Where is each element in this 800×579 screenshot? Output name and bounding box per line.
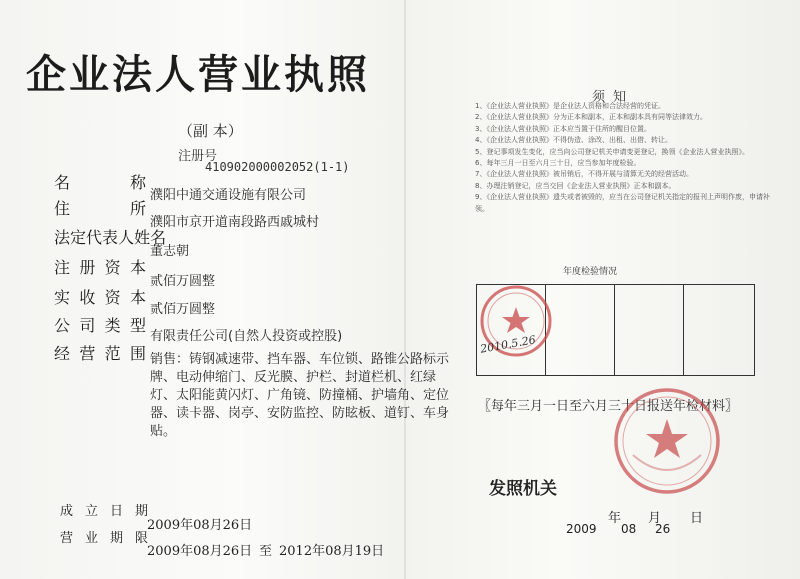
value-legal-rep: 董志朝 — [150, 244, 190, 259]
value-business-scope: 销售：铸钢减速带、挡车器、车位锁、路锥公路标示牌、电动伸缩门、反光膜、护栏、封道栏机、红绿灯、太阳能黄闪灯、广角镜、防撞桶、护墙角、定位器、读卡器、岗亭、安防监控、防眩板、道钉、车身贴。 — [150, 352, 450, 439]
label-char: 期 — [109, 531, 123, 546]
label-char: 公 — [54, 316, 71, 335]
label-char: 人 — [118, 228, 135, 247]
label-char: 期 — [134, 504, 148, 519]
notice-item: 1、《企业法人营业执照》是企业法人资格和合法经营的凭证。 — [475, 102, 665, 110]
day-label: 日 — [690, 511, 704, 526]
value-paid-capital: 贰佰万圆整 — [150, 302, 216, 317]
label-char: 册 — [79, 258, 96, 277]
label-char: 名 — [54, 173, 71, 192]
label-char: 日 — [109, 504, 123, 519]
label-char: 司 — [79, 316, 96, 335]
issuer-seal-icon — [611, 385, 723, 497]
label-char: 类 — [104, 316, 121, 335]
value-registered-capital: 贰佰万圆整 — [150, 274, 216, 289]
label-char: 资 — [104, 288, 121, 307]
label-registered-capital — [54, 255, 146, 278]
value-term-from: 2009年08月26日 — [147, 544, 253, 559]
value-name: 濮阳中通交通设施有限公司 — [150, 188, 307, 203]
inspection-title: 年度检验情况 — [563, 267, 618, 277]
label-char: 营 — [60, 531, 74, 546]
term-to-label: 至 — [259, 544, 273, 559]
label-char: 注 — [54, 258, 71, 277]
label-char: 经 — [54, 344, 71, 363]
label-char: 称 — [129, 173, 146, 192]
notice-item: 8、办理注销登记，应当交回《企业法人营业执照》正本和副本。 — [475, 181, 676, 190]
label-char: 住 — [54, 199, 71, 218]
label-address — [54, 196, 146, 219]
label-char: 姓 — [134, 228, 151, 247]
notice-title: 须知 — [592, 90, 635, 105]
month-label: 月 — [648, 511, 662, 526]
label-paid-capital — [54, 285, 146, 308]
copy-label: （副 本） — [178, 122, 243, 140]
label-char: 范 — [104, 344, 121, 363]
label-legal-rep — [54, 225, 167, 248]
label-char: 定 — [70, 228, 87, 247]
label-char: 实 — [54, 288, 71, 307]
label-company-type — [54, 313, 146, 336]
label-char: 表 — [102, 228, 119, 247]
value-address: 濮阳市京开道南段路西戚城村 — [150, 215, 320, 230]
grid-divider — [614, 285, 615, 375]
fold-line — [404, 0, 406, 579]
label-char: 成 — [60, 504, 74, 519]
issue-year: 2009 — [566, 522, 597, 536]
label-char: 营 — [79, 344, 96, 363]
value-company-type: 有限责任公司(自然人投资或控股) — [150, 329, 343, 344]
notice-list — [475, 101, 775, 215]
label-name — [54, 170, 146, 193]
label-char: 本 — [129, 258, 146, 277]
label-established — [60, 500, 148, 519]
notice-item: 2、《企业法人营业执照》分为正本和副本，正本和副本具有同等法律效力。 — [475, 113, 707, 122]
label-char: 收 — [79, 288, 96, 307]
label-char: 本 — [129, 288, 146, 307]
label-char: 名 — [150, 228, 167, 247]
notice-item: 9、《企业法人营业执照》遗失或者被毁的，应当在公司登记机关指定的报刊上声明作废，申请补领。 — [475, 193, 770, 213]
label-char: 所 — [129, 199, 146, 218]
label-char: 围 — [129, 344, 146, 363]
label-char: 业 — [84, 531, 98, 546]
license-title: 企业法人营业执照 — [26, 52, 370, 98]
notice-item: 4、《企业法人营业执照》不得伪造、涂改、出租、出借、转让。 — [475, 136, 672, 145]
label-char: 型 — [129, 316, 146, 335]
issuer-label: 发照机关 — [489, 479, 557, 499]
notice-item: 3、《企业法人营业执照》正本应当置于住所的醒目位置。 — [475, 124, 651, 133]
label-char: 立 — [84, 504, 98, 519]
label-term — [60, 527, 148, 546]
reg-no-value: 410902000002052(1-1) — [205, 160, 350, 174]
notice-item: 6、每年三月一日至六月三十日，应当参加年度检验。 — [475, 159, 641, 168]
label-char: 法 — [54, 228, 71, 247]
grid-divider — [683, 285, 684, 375]
notice-item: 7、《企业法人营业执照》被吊销后，不得开展与清算无关的经营活动。 — [475, 170, 693, 179]
issue-day: 26 — [655, 522, 671, 536]
issue-month: 08 — [621, 522, 637, 536]
value-established: 2009年08月26日 — [147, 518, 253, 533]
year-label: 年 — [608, 511, 622, 526]
label-char: 限 — [134, 531, 148, 546]
inspection-handwritten-date: 2010.5.26 — [479, 333, 537, 356]
value-term-to: 2012年08月19日 — [279, 544, 385, 559]
label-char: 代 — [86, 228, 103, 247]
inspection-deadline: 〖每年三月一日至六月三十日报送年检材料〗 — [478, 399, 739, 414]
reg-no-label: 注册号 — [178, 149, 218, 164]
label-business-scope — [54, 341, 146, 364]
label-char: 资 — [104, 258, 121, 277]
notice-item: 5、登记事项发生变化，应当向公司登记机关申请变更登记，换领《企业法人营业执照》。 — [475, 147, 749, 156]
